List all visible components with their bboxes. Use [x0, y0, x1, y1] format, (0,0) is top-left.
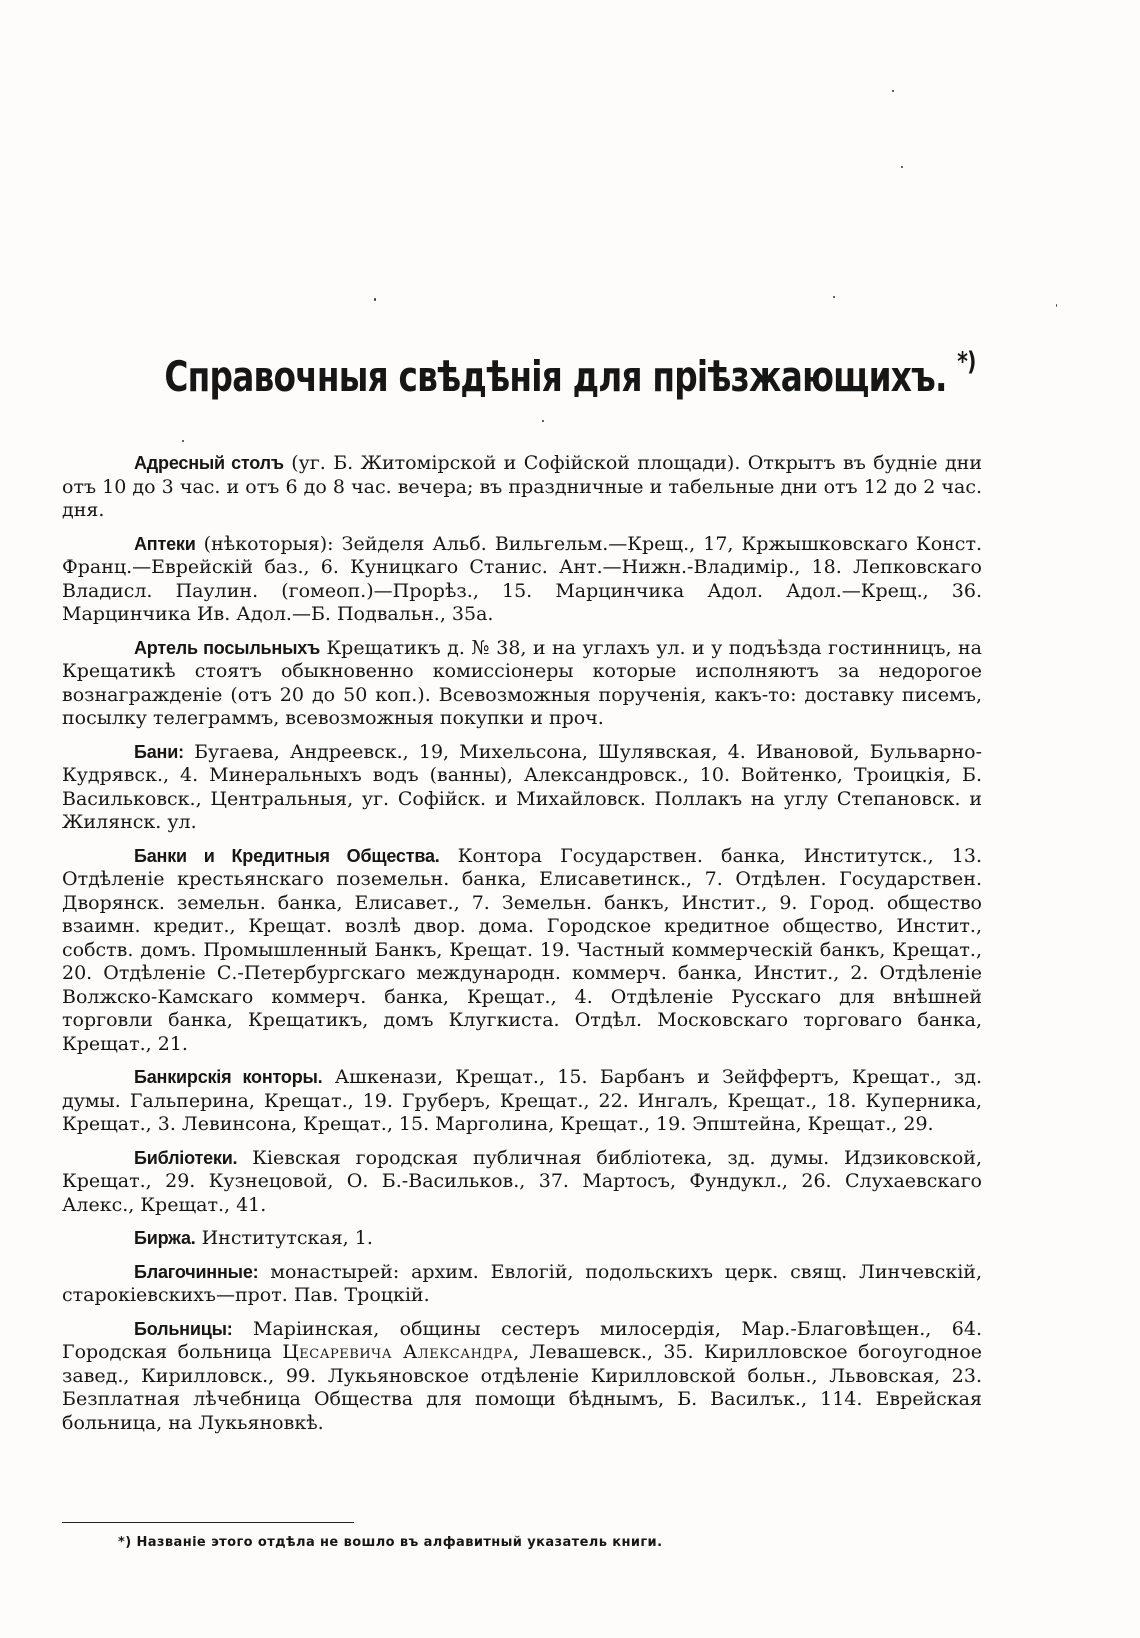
entry-text: (уг. Б. Житомірской и Софійской площади). Открытъ въ будніе дни отъ 10 до 3 час. и отъ 6 до 8 час. вечера; въ праздничные и табельные дни отъ 12 до 2 час. дня.	[62, 452, 982, 521]
entry-text: монастырей: архим. Евлогій, подольскихъ церк. свящ. Линчевскій, старокіевскихъ—прот. Пав. Троцкій.	[62, 1260, 982, 1306]
entry-text: Бугаева, Андреевск., 19, Михельсона, Шулявская, 4. Ивановой, Бульварно-Кудрявск., 4. Минеральныхъ водъ (ванны), Александровск., 10. Войтенко, Троицкія, Б. Васильковск., Центральныя, уг. Софійск. и Михайловск. Поллакъ на углу Степановск. и Жилянск. ул.	[62, 740, 982, 833]
entry-exchange	[62, 1227, 982, 1251]
entry-address-bureau	[62, 452, 982, 523]
page-title	[125, 347, 1014, 401]
entry-messengers	[62, 637, 982, 731]
footnote-text: Названіе этого отдѣла не вошло въ алфавитный указатель книги.	[136, 1535, 663, 1550]
entry-heading: Артель посыльныхъ	[134, 637, 320, 658]
entry-text-smallcaps: Цесаревича Александра	[282, 1341, 514, 1363]
footnote	[118, 1535, 662, 1550]
entry-text: Кіевская городская публичная библіотека, зд. думы. Идзиковской, Крещат., 29. Кузнецовой, О. Б.-Васильков., 37. Мартосъ, Фундукл., 26. Слухаевскаго Алекс., Крещат., 41.	[62, 1146, 982, 1216]
entry-heading: Бани:	[134, 741, 184, 762]
entry-text: Маріинская, общины сестеръ милосердія, Мар.-Благовѣщен., 64. Городская больница	[62, 1317, 982, 1363]
entry-heading: Благочинные:	[134, 1261, 259, 1282]
page-title-text: Справочныя свѣдѣнія для пріѣзжающихъ.	[164, 352, 947, 401]
title-footnote-mark: *)	[957, 347, 976, 377]
main-text	[62, 452, 982, 1445]
entry-text: (нѣкоторыя): Зейделя Альб. Вильгельм.—Крещ., 17, Кржышковскаго Конст. Франц.—Еврейскій баз., 6. Куницкаго Станис. Ант.—Нижн.-Владимір., 18. Лепковскаго Владисл. Паулин. (гомеоп.)—Прорѣз., 15. Марцинчика Адол. Адол.—Крещ., 36. Марцинчика Ив. Адол.—Б. Подвальн., 35а.	[62, 532, 982, 625]
entry-banks	[62, 845, 982, 1057]
entry-heading: Адресный столъ	[134, 453, 284, 473]
entry-text: , Левашевск., 35. Кирилловское богоугодное завед., Кирилловск., 99. Лукьяновское отдѣленіе Кирилловской больн., Львовская, 23. Безплатная лѣчебница Общества для помощи бѣднымъ, Б. Василък., 114. Еврейская больница, на Лукьяновкѣ.	[62, 1341, 982, 1434]
entry-hospitals	[62, 1318, 982, 1436]
entry-heading: Банкирскія конторы.	[134, 1067, 323, 1087]
entry-heading: Биржа.	[134, 1228, 196, 1248]
entry-heading: Банки и Кредитныя Общества.	[134, 845, 440, 866]
entry-baths	[62, 741, 982, 835]
entry-text: Крещатикъ д. № 38, и на углахъ ул. и у подъѣзда гостинницъ, на Крещатикѣ стоятъ обыкновенно комиссіонеры которые исполняютъ за недорогое вознагражденіе (отъ 20 до 50 коп.). Всевозможныя порученія, какъ-то: доставку писемъ, посылку телеграммъ, всевозможныя покупки и проч.	[62, 636, 982, 729]
entry-heading: Больницы:	[134, 1318, 233, 1339]
entry-text: Ашкенази, Крещат., 15. Барбанъ и Зейффертъ, Крещат., зд. думы. Гальперина, Крещат., 19. Груберъ, Крещат., 22. Ингалъ, Крещат., 18. Куперника, Крещат., 3. Левинсона, Крещат., 15. Марголина, Крещат., 19. Эпштейна, Крещат., 29.	[62, 1066, 982, 1135]
entry-heading: Библіотеки.	[134, 1147, 238, 1168]
entry-text: Институтская, 1.	[195, 1227, 373, 1249]
entry-deans	[62, 1261, 982, 1308]
entry-libraries	[62, 1147, 982, 1218]
entry-pharmacies	[62, 533, 982, 627]
entry-text: Контора Государствен. банка, Институтск., 13. Отдѣленіе крестьянскаго поземельн. банка, Елисаветинск., 7. Отдѣлен. Государствен. Дворянск. земельн. банка, Елисавет., 7. Земельн. банкъ, Инстит., 9. Город. общество взаимн. кредит., Крещат. возлѣ двор. дома. Городское кредитное общество, Инстит., собств. домъ. Промышленный Банкъ, Крещат. 19. Частный коммерческій банкъ, Крещат., 20. Отдѣленіе С.-Петербургскаго международн. коммерч. банка, Инстит., 2. Отдѣленіе Волжско-Камскаго коммерч. банка, Крещат., 4. Отдѣленіе Русскаго для внѣшней торговли банка, Крещатикъ, домъ Клугкиста. Отдѣл. Московскаго торговаго банка, Крещат., 21.	[62, 844, 982, 1055]
entry-heading: Аптеки	[134, 533, 196, 554]
footnote-divider	[62, 1522, 354, 1523]
footnote-mark: *)	[118, 1535, 132, 1550]
entry-bankers-offices	[62, 1066, 982, 1137]
